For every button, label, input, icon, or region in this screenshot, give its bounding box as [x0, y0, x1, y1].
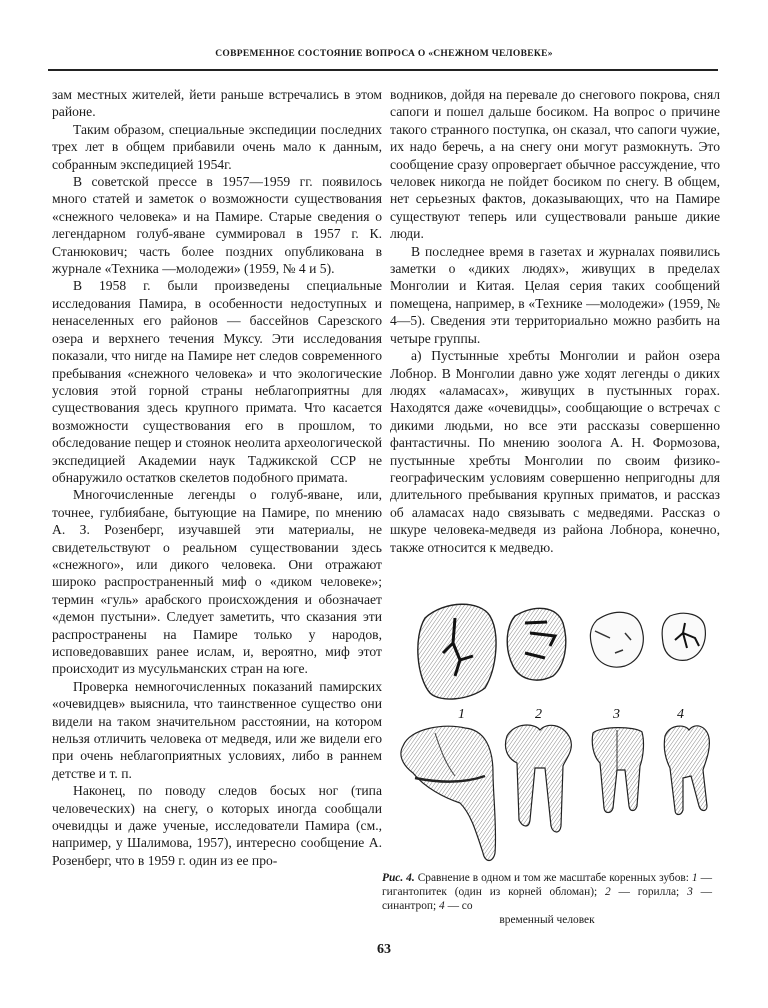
paragraph: Наконец, по поводу следов босых ног (типа человеческих) на снегу, о которых иногда сообщали очевидцы и даже ученые, исследователи Памира (см., например, у Шалимова, 1957), интересно сообщение А. Розенберг, что в 1959 г. один из ее про- — [52, 783, 382, 868]
caption-item-num: 3 — [687, 886, 693, 898]
right-column — [390, 86, 720, 556]
paragraph: В последнее время в газетах и журналах появились заметки о «диких людях», живущих в пределах Монголии и Китая. Целая серия таких сообщений помещена, например, в «Технике —молодежи» (1959, № 4—5). Сведения эти территориально можно разбить на четыре группы. — [390, 243, 720, 346]
paragraph: а) Пустынные хребты Монголии и район озера Лобнор. В Монголии давно уже ходят легенды о диких людях «аламасах», живущих в пустынных горах. Находятся даже «очевидцы», сообщающие о встречах с дикими людьми, но все эти рассказы совершенно фантастичны. По мнению зоолога А. Н. Формозова, пустынные хребты Монголии по своим физико-географическим условиям совершенно непригодны для длительного пребывания крупных приматов, и рассказ об аламасах надо связывать с медведями. Рассказ о шкуре человека-медведя из района Лобнора, конечно, также относится к медведю. — [390, 348, 720, 555]
caption-item-num: 1 — [691, 872, 698, 884]
paragraph: Проверка немногочисленных показаний памирских «очевидцев» выяснила, что таинственное существо они видели на таком значительном расстоянии, на котором нельзя отличить человека от медведя, или же видели его при очень неблагоприятных условиях, либо в раннем детстве и т. п. — [52, 678, 382, 781]
caption-item-num: 4 — [439, 900, 445, 912]
caption-item-text: — синантроп; — [382, 886, 712, 912]
paragraph: зам местных жителей, йети раньше встречались в этом районе. — [52, 87, 382, 120]
paragraph: В советской прессе в 1957—1959 гг. появилось много статей и заметок о возможности существования «снежного человека» и на Памире. Старые сведения о легендарном голуб-яване суммировал в 1957 г. К. Станюкович; часть более поздних опубликована в журнале «Техника —молодежи» (1959, № 4 и 5). — [52, 174, 382, 277]
tooth-3-side-icon — [592, 728, 643, 813]
caption-item-text: — гигантопитек (один из корней обломан); — [382, 872, 712, 898]
paragraph: В 1958 г. были произведены специальные исследования Памира, в особенности недоступных и ненаселенных его районов — бассейнов Сарезского озера и верхнего течения Муксу. Эти исследования показали, что нигде на Памире нет следов современного пребывания «снежного человека» и что экологические условия этой горной страны неблагоприятны для существования здесь крупного примата. Что касается возможности существования его в прошлом, то обследование пещер и стоянок неолита археологической экспедицией Академии наук Таджикской ССР не обнаружило остатков скелетов подобного примата. — [52, 278, 382, 485]
tooth-3-occlusal-icon — [590, 612, 643, 667]
paragraph: Таким образом, специальные экспедиции последних трех лет в общем прибавили очень мало к данным, собранным экспедицией 1954г. — [52, 121, 382, 172]
teeth-illustration — [385, 598, 725, 868]
caption-item-text: — горилла; — [610, 886, 688, 898]
paragraph: Многочисленные легенды о голуб-яване, или, точнее, гулбиябане, бытующие на Памире, по мнению А. З. Розенберг, изучавшей эти материалы, не свидетельствуют о реальном существовании здесь «снежного», или дикого человека. Они отражают широко распространенный миф о «диком человеке»; термин «гуль» арабского происхождения и обозначает «демон пустыни». Следует заметить, что сказания эти распространены на Памире только у народов, исповедовавших ранее ислам, и, вероятно, миф этот происходит из мусульманских стран на юге. — [52, 487, 382, 677]
tooth-1-occlusal-icon — [418, 604, 496, 699]
tooth-4-occlusal-icon — [662, 613, 705, 660]
caption-last-line: временный человек — [499, 914, 595, 926]
tooth-2-side-icon — [505, 725, 571, 832]
caption-label: Рис. 4. — [382, 872, 415, 884]
left-column — [52, 86, 382, 869]
caption-text: Сравнение в одном и том же масштабе коренных зубов: — [414, 872, 692, 884]
tooth-4-side-icon — [664, 726, 709, 815]
fig-label-2: 2 — [535, 707, 542, 722]
figure-caption — [382, 871, 712, 927]
page-number: 63 — [377, 942, 391, 957]
caption-item-num: 2 — [605, 886, 611, 898]
caption-item-text: — со — [444, 900, 473, 912]
fig-label-3: 3 — [613, 707, 620, 722]
tooth-1-side-icon — [401, 726, 496, 860]
fig-label-4: 4 — [677, 707, 684, 722]
header-rule — [48, 69, 718, 71]
figure-teeth-comparison — [385, 598, 725, 868]
tooth-2-occlusal-icon — [507, 608, 566, 680]
fig-label-1: 1 — [458, 707, 465, 722]
running-head: СОВРЕМЕННОЕ СОСТОЯНИЕ ВОПРОСА О «СНЕЖНОМ ЧЕЛОВЕКЕ» — [215, 49, 553, 59]
paragraph: водников, дойдя на перевале до снегового покрова, снял сапоги и пошел дальше босиком. На вопрос о причине такого странного поступка, он сказал, что сапоги чужие, их надо беречь, а на снегу они могут размокнуть. Это сообщение сразу опровергает обычное рассуждение, что человек никогда не пойдет босиком по снегу. В общем, нет серьезных фактов, доказывающих, что на Памире существуют теперь или существовали раньше дикие люди. — [390, 87, 720, 242]
